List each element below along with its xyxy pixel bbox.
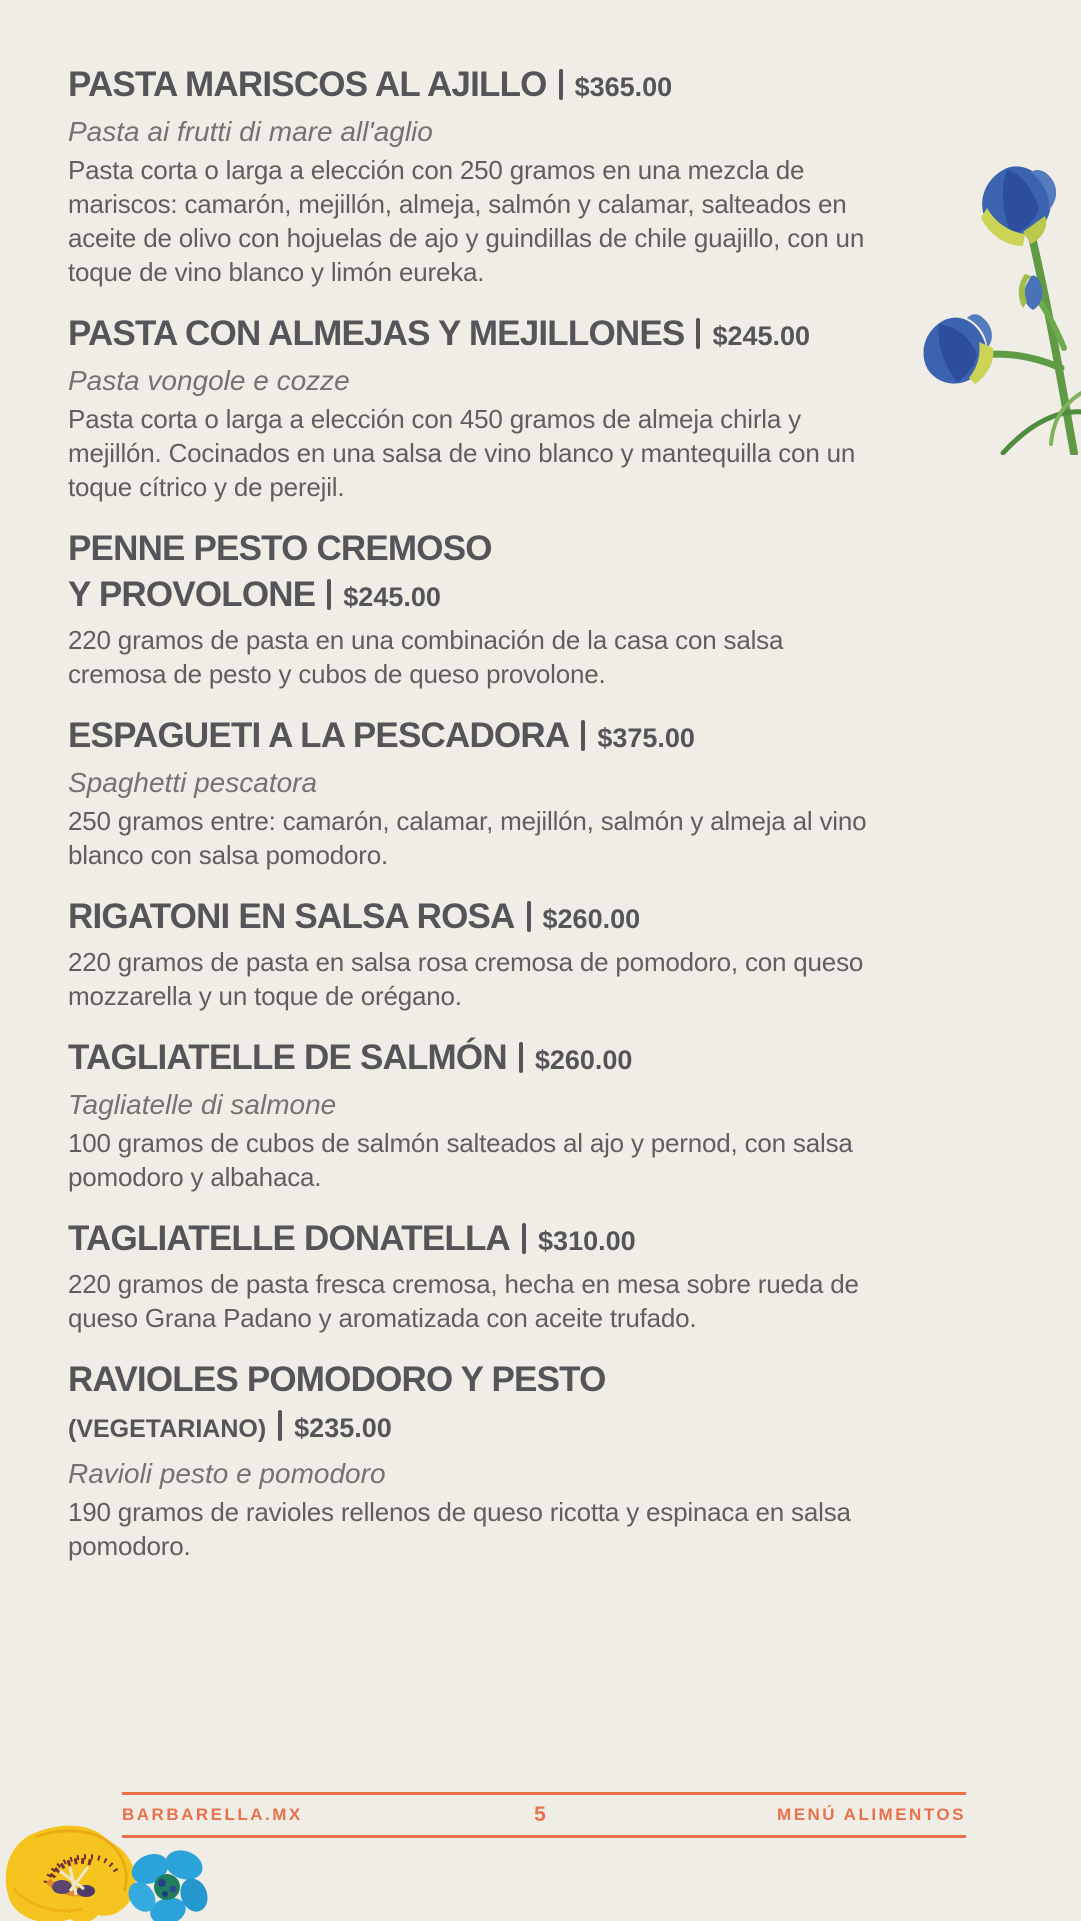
yellow-blue-flowers-illustration: [0, 1817, 218, 1921]
item-description: Pasta corta o larga a elección con 450 gramos de almeja chirla y mejillón. Cocinados en una salsa de vino blanco y mantequilla con un toque cítrico y de perejil.: [68, 404, 856, 502]
yellow-flower: [6, 1826, 136, 1921]
item-description: 190 gramos de ravioles rellenos de queso ricotta y espinaca en salsa pomodoro.: [68, 1497, 851, 1561]
menu-item: [68, 62, 880, 289]
footer-bottom-rule: [122, 1835, 966, 1838]
item-name: TAGLIATELLE DONATELLA: [68, 1219, 511, 1258]
blue-flower: [123, 1845, 212, 1921]
item-price: $365.00: [574, 72, 673, 102]
footer-page-number: 5: [534, 1803, 546, 1826]
menu-item: [68, 1216, 880, 1335]
blue-flowers-illustration: [911, 150, 1081, 455]
item-price: $375.00: [597, 723, 695, 753]
item-price: $260.00: [534, 1045, 633, 1075]
footer: [122, 1792, 966, 1838]
menu-item: [68, 526, 880, 691]
item-subtitle-italian: Ravioli pesto e pomodoro: [68, 1458, 386, 1489]
separator-bar: [327, 579, 331, 610]
footer-menu-label: MENÚ ALIMENTOS: [777, 1805, 966, 1824]
separator-bar: [581, 720, 585, 751]
item-description: Pasta corta o larga a elección con 250 gramos en una mezcla de mariscos: camarón, mejillón, almeja, salmón y calamar, salteados en aceite de olivo con hojuelas de ajo y guindillas de chile guajillo, con un toque de vino blanco y limón eureka.: [68, 155, 865, 287]
item-description: 250 gramos entre: camarón, calamar, mejillón, salmón y almeja al vino blanco con salsa pomodoro.: [68, 806, 867, 870]
item-title: [68, 62, 880, 110]
item-name: TAGLIATELLE DE SALMÓN: [68, 1038, 507, 1077]
item-subtitle-italian: Tagliatelle di salmone: [68, 1089, 337, 1120]
item-name: PENNE PESTO CREMOSO: [68, 529, 492, 568]
footer-website: BARBARELLA.MX: [122, 1805, 303, 1824]
item-name: RAVIOLES POMODORO Y PESTO: [68, 1360, 606, 1399]
separator-bar: [519, 1042, 523, 1073]
item-description: 220 gramos de pasta en una combinación de la casa con salsa cremosa de pesto y cubos de queso provolone.: [68, 625, 784, 689]
item-title: [68, 526, 880, 620]
item-title: [68, 713, 880, 761]
item-title: [68, 1216, 880, 1264]
item-price: $235.00: [294, 1413, 392, 1443]
separator-bar: [278, 1410, 282, 1441]
item-name: PASTA CON ALMEJAS Y MEJILLONES: [68, 314, 685, 353]
item-price: $245.00: [712, 321, 811, 351]
item-name: Y PROVOLONE: [68, 575, 316, 614]
separator-bar: [522, 1223, 526, 1254]
item-diet-tag: (VEGETARIANO): [68, 1415, 267, 1443]
menu-items: [68, 62, 880, 1585]
item-name: PASTA MARISCOS AL AJILLO: [68, 65, 547, 104]
separator-bar: [559, 69, 563, 100]
item-subtitle-italian: Pasta ai frutti di mare all'aglio: [68, 116, 433, 147]
item-subtitle-italian: Spaghetti pescatora: [68, 767, 318, 798]
menu-item: [68, 1357, 880, 1563]
item-title: [68, 894, 880, 942]
item-title: [68, 1357, 880, 1452]
lower-bloom: [923, 314, 993, 384]
item-price: $245.00: [343, 582, 441, 612]
item-title: [68, 1035, 880, 1083]
item-name: ESPAGUETI A LA PESCADORA: [68, 716, 570, 755]
item-price: $260.00: [542, 904, 641, 934]
item-subtitle-italian: Pasta vongole e cozze: [68, 365, 350, 396]
menu-item: [68, 713, 880, 872]
item-description: 220 gramos de pasta fresca cremosa, hecha en mesa sobre rueda de queso Grana Padano y aromatizada con aceite trufado.: [68, 1269, 859, 1333]
item-description: 100 gramos de cubos de salmón salteados al ajo y pernod, con salsa pomodoro y albahaca.: [68, 1128, 853, 1192]
separator-bar: [527, 901, 531, 932]
menu-item: [68, 894, 880, 1013]
menu-item: [68, 311, 880, 504]
menu-item: [68, 1035, 880, 1194]
separator-bar: [696, 318, 700, 349]
upper-bloom: [981, 166, 1056, 246]
item-name: RIGATONI EN SALSA ROSA: [68, 897, 515, 936]
item-title: [68, 311, 880, 359]
item-description: 220 gramos de pasta en salsa rosa cremosa de pomodoro, con queso mozzarella y un toque de orégano.: [68, 947, 864, 1011]
item-price: $310.00: [538, 1226, 636, 1256]
